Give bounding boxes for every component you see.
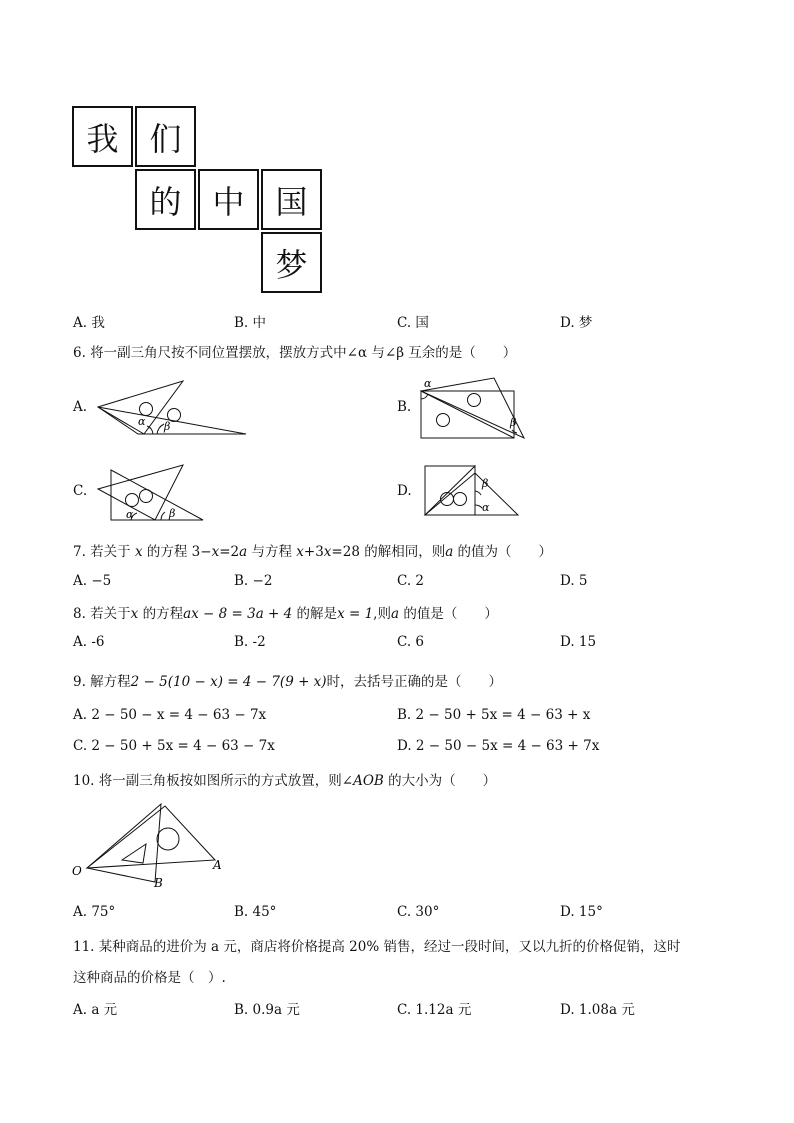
q9-option-a[interactable]: A. 2 − 50 − x = 4 − 63 − 7x xyxy=(73,707,267,723)
q8-option-a[interactable]: A. -6 xyxy=(73,634,105,650)
q8-text-3: 的解是 xyxy=(292,606,338,622)
q11-question-line2: 这种商品的价格是（ ）. xyxy=(73,970,226,986)
point-b-label: B xyxy=(154,876,163,890)
triangle-large xyxy=(421,378,524,438)
q9-question xyxy=(73,670,502,690)
q5-option-b[interactable]: B. 中 xyxy=(234,315,267,331)
q10-text-1: 10. 将一副三角板按如图所示的方式放置，则∠ xyxy=(73,773,354,789)
q8-solution: x = 1 xyxy=(337,606,374,622)
triangle-45 xyxy=(111,470,203,520)
q8-text-4: ,则 xyxy=(373,606,391,622)
triangle-45 xyxy=(87,804,161,882)
q9-text-2: 时，去括号正确的是（ ） xyxy=(326,674,503,690)
q8-var-a: a xyxy=(390,606,400,622)
q6-label-d[interactable]: D. xyxy=(397,483,412,499)
cube-cell-wo: 我 xyxy=(72,106,133,167)
triangle-hole xyxy=(454,493,467,506)
q7-var-a: a xyxy=(239,544,248,560)
q5-option-c[interactable]: C. 国 xyxy=(397,315,429,331)
triangle-hole xyxy=(441,493,454,506)
q7-text-pre: 7. 若关于 xyxy=(73,544,135,560)
q11-option-d[interactable]: D. 1.08a 元 xyxy=(560,1002,635,1018)
q6-figure-d xyxy=(420,463,522,519)
q7-text-mid4: +3 xyxy=(303,544,324,560)
triangle-hole xyxy=(468,394,481,407)
cube-cell-guo: 国 xyxy=(261,169,322,230)
q6-label-a[interactable]: A. xyxy=(73,399,88,415)
point-a-label: A xyxy=(213,858,222,872)
alpha-label: α xyxy=(138,415,146,428)
triangle-30 xyxy=(425,466,475,515)
q8-question xyxy=(73,602,498,622)
q6-figure-a xyxy=(95,378,250,438)
cube-cell-men: 们 xyxy=(135,106,196,167)
q7-var-x: x xyxy=(296,544,304,560)
q6-question: 6. 将一副三角尺按不同位置摆放，摆放方式中∠α 与∠β 互余的是（ ） xyxy=(73,345,517,361)
q8-option-d[interactable]: D. 15 xyxy=(560,634,597,650)
q10-option-a[interactable]: A. 75° xyxy=(73,904,116,920)
q11-question-line1: 11. 某种商品的进价为 a 元，商店将价格提高 20% 销售，经过一段时间，又以九折的价格促销，这时 xyxy=(73,939,681,955)
q7-var-x: x xyxy=(211,544,220,560)
q10-option-d[interactable]: D. 15° xyxy=(560,904,603,920)
cube-net xyxy=(72,106,332,298)
q8-option-b[interactable]: B. -2 xyxy=(234,634,266,650)
q7-text-mid1: 的方程 3− xyxy=(142,544,212,560)
q8-text-2: 的方程 xyxy=(138,606,184,622)
triangle-hole xyxy=(140,403,153,416)
q7-option-c[interactable]: C. 2 xyxy=(397,573,425,589)
q9-option-d[interactable]: D. 2 − 50 − 5x = 4 − 63 + 7x xyxy=(397,738,600,754)
q9-option-b[interactable]: B. 2 − 50 + 5x = 4 − 63 + x xyxy=(397,707,591,723)
triangle-hole xyxy=(140,490,153,503)
q8-text-1: 8. 若关于 xyxy=(73,606,131,622)
q10-option-b[interactable]: B. 45° xyxy=(234,904,277,920)
q11-option-a[interactable]: A. a 元 xyxy=(73,1002,118,1018)
q8-option-c[interactable]: C. 6 xyxy=(397,634,425,650)
q7-text-mid2: =2 xyxy=(219,544,240,560)
q7-option-a[interactable]: A. −5 xyxy=(73,573,112,589)
q9-equation: 2 − 5(10 − x) = 4 − 7(9 + x) xyxy=(130,674,327,690)
q9-option-c[interactable]: C. 2 − 50 + 5x = 4 − 63 − 7x xyxy=(73,738,275,754)
beta-label: β xyxy=(169,507,176,520)
q6-label-b[interactable]: B. xyxy=(397,399,412,415)
triangle-45 xyxy=(425,473,518,515)
q8-var-x: x xyxy=(130,606,139,622)
q7-text-end: 的值为（ ） xyxy=(453,544,553,560)
q7-text-mid5: =28 的解相同，则 xyxy=(331,544,446,560)
alpha-label: α xyxy=(126,508,134,521)
q9-text-1: 9. 解方程 xyxy=(73,674,131,690)
q10-question xyxy=(73,769,496,789)
q10-figure xyxy=(72,800,232,892)
triangle-hole xyxy=(157,828,179,850)
q7-question xyxy=(73,540,552,560)
beta-label: β xyxy=(482,477,489,490)
q7-option-b[interactable]: B. −2 xyxy=(234,573,273,589)
q10-angle: AOB xyxy=(353,773,384,789)
q6-figure-c xyxy=(95,462,207,524)
small-triangle xyxy=(122,844,146,863)
alpha-label: α xyxy=(482,501,490,514)
triangle-30 xyxy=(87,806,215,868)
q5-option-d[interactable]: D. 梦 xyxy=(560,315,593,331)
q5-option-a[interactable]: A. 我 xyxy=(73,315,105,331)
beta-label: β xyxy=(510,416,517,429)
alpha-label: α xyxy=(424,377,432,390)
q6-figure-b xyxy=(418,375,528,441)
q6-label-c[interactable]: C. xyxy=(73,483,88,499)
q7-var-a: a xyxy=(445,544,454,560)
triangle-hole xyxy=(437,414,450,427)
beta-label: β xyxy=(164,420,171,433)
q10-option-c[interactable]: C. 30° xyxy=(397,904,440,920)
q7-var-x: x xyxy=(323,544,332,560)
q7-var-x: x xyxy=(134,544,143,560)
q7-text-mid3: 与方程 xyxy=(247,544,297,560)
point-o-label: O xyxy=(72,864,82,878)
cube-cell-de: 的 xyxy=(135,169,196,230)
triangle-hole xyxy=(126,494,139,507)
q10-text-2: 的大小为（ ） xyxy=(383,773,497,789)
cube-cell-zhong: 中 xyxy=(198,169,259,230)
q8-equation: ax − 8 = 3a + 4 xyxy=(183,606,293,622)
q11-option-c[interactable]: C. 1.12a 元 xyxy=(397,1002,472,1018)
cube-cell-meng: 梦 xyxy=(261,232,322,293)
q11-option-b[interactable]: B. 0.9a 元 xyxy=(234,1002,300,1018)
q8-text-5: 的值是（ ） xyxy=(399,606,498,622)
q7-option-d[interactable]: D. 5 xyxy=(560,573,588,589)
